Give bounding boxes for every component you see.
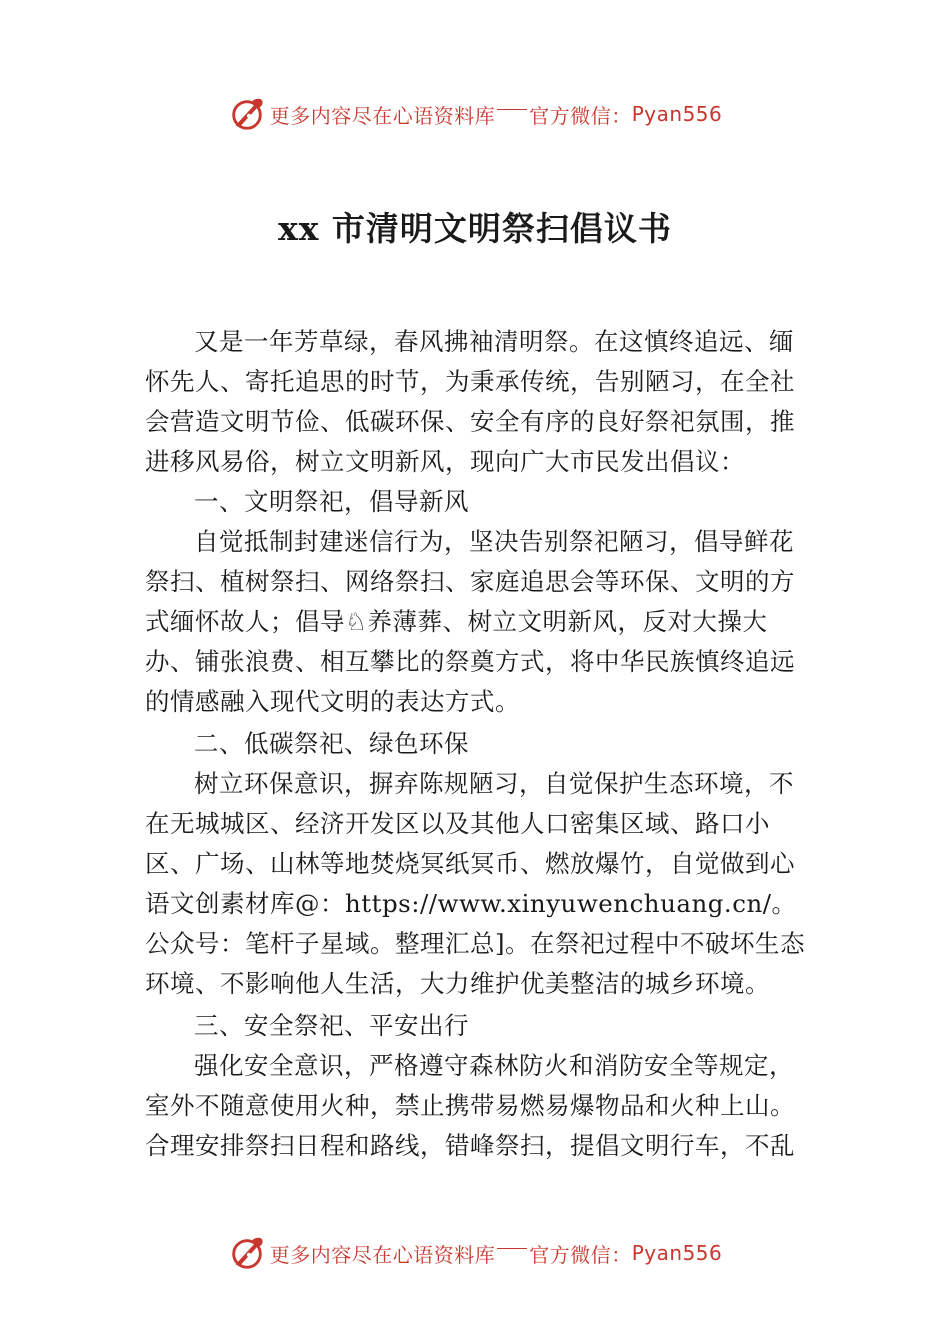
para-line: 祭扫、植树祭扫、网络祭扫、家庭追思会等环保、文明的方: [145, 567, 795, 596]
para-line: 公众号：笔杆子星域。整理汇总]。在祭祀过程中不破坏生: [145, 929, 781, 958]
para-line: 铺张浪费、相互攀比的祭奠方式，将中华民族慎终追远的情: [145, 647, 795, 716]
para-line: 态环境、不影响他人生活，大力维护优美整洁的城乡环境。: [145, 929, 806, 998]
banner-wechat-label: 官方微信：: [529, 103, 632, 128]
intro-line: 会营造文明节俭、低碳环保、安全有序的良好祭祀氛围，推: [145, 407, 795, 436]
quill-pen-logo-icon: [228, 95, 266, 133]
banner-dash: [497, 1248, 527, 1249]
para-line: 式缅怀故人；倡导♘养薄葬、树立文明新风，反对大操大办、: [145, 607, 768, 676]
intro-line: 进移风易俗，树立文明新风，现向广大市民发出倡议：: [145, 447, 745, 476]
banner-wechat-id: Pyan556: [631, 102, 723, 126]
quill-pen-logo-icon: [228, 1234, 266, 1272]
para-line: 强化安全意识，严格遵守森林防火和消防安全等规定，: [194, 1051, 794, 1080]
section-paragraph: [145, 764, 813, 1004]
para-line: 理安排祭扫日程和路线，错峰祭扫，提倡文明行车，不乱: [170, 1131, 795, 1160]
section-heading: 一、文明祭祀，倡导新风: [194, 487, 469, 516]
para-line: 小区、广场、山林等地焚烧冥纸冥币、燃放爆竹，自觉做: [145, 809, 770, 878]
para-line: 感融入现代文明的表达方式。: [195, 687, 520, 716]
banner-wechat-id: Pyan556: [631, 1241, 723, 1265]
intro-line: 怀先人、寄托追思的时节，为秉承传统，告别陋习，在全社: [145, 367, 795, 396]
intro-paragraph: [145, 322, 813, 482]
section-heading: 三、安全祭祀、平安出行: [194, 1011, 469, 1040]
document-body: [145, 322, 813, 1166]
banner-dash: [497, 109, 527, 110]
section-heading: 二、低碳祭祀、绿色环保: [194, 729, 469, 758]
footer-banner: [0, 1231, 950, 1275]
para-line: 树立环保意识，摒弃陈规陋习，自觉保护生态环境，: [194, 769, 769, 798]
document-title: xx 市清明文明祭扫倡议书: [278, 209, 672, 248]
para-line: 室外不随意使用火种，禁止携带易燃易爆物品和火种上山。 合: [145, 1091, 795, 1160]
banner-text: 更多内容尽在心语资料库: [269, 103, 496, 128]
section-paragraph: [145, 1046, 813, 1166]
intro-line: 又是一年芳草绿，春风拂袖清明祭。在这慎终追远、缅: [194, 327, 794, 356]
header-banner: [0, 92, 950, 136]
banner-wechat-label: 官方微信：: [529, 1242, 632, 1267]
section-paragraph: [145, 522, 813, 722]
para-line: 自觉抵制封建迷信行为，坚决告别祭祀陋习，倡导鲜花: [194, 527, 794, 556]
para-line: 到心语文创素材库@：https://www.xinyuwenchuang.cn/。: [145, 849, 797, 918]
para-line: 不在无城城区、经济开发区以及其他人口密集区域、路口: [145, 769, 794, 838]
banner-text: 更多内容尽在心语资料库: [269, 1242, 496, 1267]
